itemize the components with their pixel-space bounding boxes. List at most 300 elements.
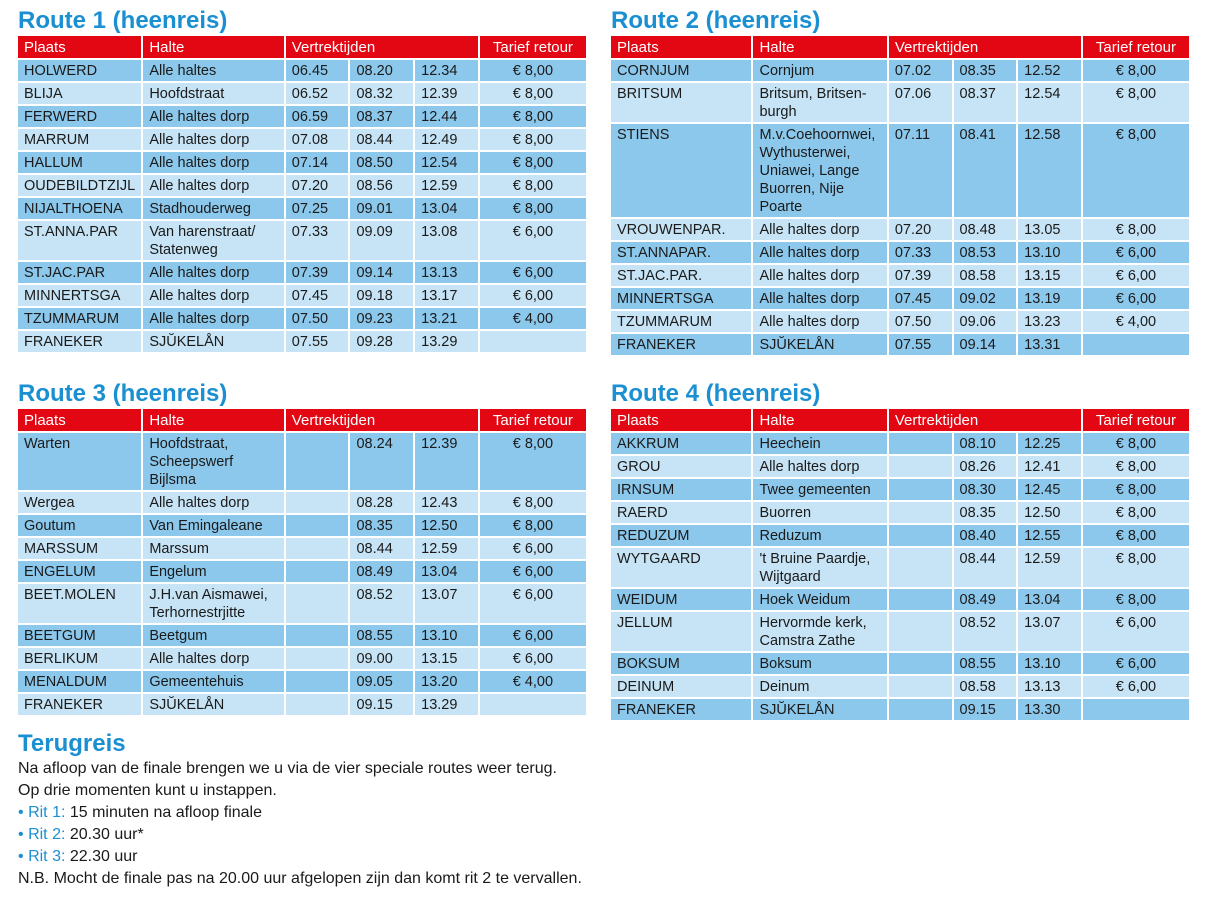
cell-halte: Boksum: [753, 651, 888, 674]
table-row: [18, 513, 586, 536]
cell-time-3: 13.19: [1018, 286, 1083, 309]
cell-halte: Alle haltes dorp: [753, 309, 888, 332]
cell-time-2: 08.41: [954, 122, 1019, 217]
cell-plaats: Warten: [18, 431, 143, 490]
cell-time-2: 08.30: [954, 477, 1019, 500]
cell-time-1: 07.11: [889, 122, 954, 217]
cell-tarief: € 6,00: [1083, 651, 1189, 674]
cell-halte: Hervormde kerk, Camstra Zathe: [753, 610, 888, 651]
cell-tarief: [480, 692, 586, 715]
cell-time-3: 13.04: [1018, 587, 1083, 610]
cell-time-2: 09.02: [954, 286, 1019, 309]
cell-halte: Alle haltes dorp: [143, 490, 285, 513]
cell-time-1: [889, 651, 954, 674]
cell-plaats: BRITSUM: [611, 81, 753, 122]
cell-plaats: OUDEBILDTZIJL: [18, 173, 143, 196]
table-row: [611, 332, 1189, 355]
cell-halte: Alle haltes dorp: [753, 217, 888, 240]
cell-time-3: 12.39: [415, 81, 480, 104]
header-vertrektijden: Vertrektijden: [889, 36, 1083, 58]
cell-plaats: MARRUM: [18, 127, 143, 150]
rit-3-item: [18, 846, 718, 868]
cell-time-3: 12.59: [1018, 546, 1083, 587]
cell-plaats: ST.JAC.PAR: [18, 260, 143, 283]
header-plaats: Plaats: [18, 409, 143, 431]
cell-halte: Van Emingaleane: [143, 513, 285, 536]
table-row: [18, 582, 586, 623]
cell-time-2: 09.18: [350, 283, 415, 306]
table-row: [18, 283, 586, 306]
cell-time-2: 08.58: [954, 674, 1019, 697]
cell-time-1: 07.08: [286, 127, 351, 150]
cell-tarief: € 4,00: [1083, 309, 1189, 332]
cell-tarief: € 8,00: [1083, 587, 1189, 610]
cell-time-1: [286, 692, 351, 715]
cell-halte: Hoofdstraat, Scheepswerf Bijlsma: [143, 431, 285, 490]
cell-halte: Reduzum: [753, 523, 888, 546]
cell-time-2: 08.44: [954, 546, 1019, 587]
cell-time-1: [889, 454, 954, 477]
cell-plaats: ST.ANNA.PAR: [18, 219, 143, 260]
cell-tarief: € 6,00: [1083, 610, 1189, 651]
cell-plaats: DEINUM: [611, 674, 753, 697]
cell-tarief: € 8,00: [480, 58, 586, 81]
cell-time-3: 13.10: [1018, 651, 1083, 674]
table-row: [611, 651, 1189, 674]
cell-time-3: 13.13: [1018, 674, 1083, 697]
cell-tarief: € 8,00: [480, 104, 586, 127]
cell-time-1: 07.39: [889, 263, 954, 286]
cell-time-1: [889, 431, 954, 454]
cell-time-2: 08.20: [350, 58, 415, 81]
cell-time-2: 09.15: [350, 692, 415, 715]
header-halte: Halte: [753, 36, 888, 58]
cell-time-1: 07.06: [889, 81, 954, 122]
cell-plaats: JELLUM: [611, 610, 753, 651]
cell-time-2: 08.40: [954, 523, 1019, 546]
cell-plaats: MARSSUM: [18, 536, 143, 559]
cell-time-3: 12.59: [415, 173, 480, 196]
cell-tarief: € 8,00: [480, 150, 586, 173]
cell-time-2: 08.48: [954, 217, 1019, 240]
cell-plaats: HALLUM: [18, 150, 143, 173]
cell-time-3: 12.43: [415, 490, 480, 513]
cell-time-3: 13.23: [1018, 309, 1083, 332]
header-plaats: Plaats: [18, 36, 143, 58]
route-3-section: [18, 379, 586, 715]
cell-time-1: [889, 610, 954, 651]
cell-tarief: € 8,00: [480, 196, 586, 219]
cell-time-1: 06.59: [286, 104, 351, 127]
cell-tarief: € 6,00: [480, 219, 586, 260]
cell-plaats: BEETGUM: [18, 623, 143, 646]
header-tarief-retour: Tarief retour: [480, 409, 586, 431]
cell-plaats: Goutum: [18, 513, 143, 536]
cell-plaats: AKKRUM: [611, 431, 753, 454]
cell-time-2: 08.52: [954, 610, 1019, 651]
table-row: [18, 127, 586, 150]
cell-tarief: [1083, 697, 1189, 720]
table-header-row: [611, 36, 1189, 58]
cell-halte: Marssum: [143, 536, 285, 559]
bullet-icon: •: [18, 804, 24, 821]
cell-plaats: Wergea: [18, 490, 143, 513]
cell-tarief: € 8,00: [1083, 81, 1189, 122]
cell-time-1: [889, 587, 954, 610]
cell-tarief: € 8,00: [1083, 122, 1189, 217]
cell-halte: Alle haltes dorp: [753, 263, 888, 286]
cell-time-1: [286, 490, 351, 513]
cell-time-3: 13.07: [415, 582, 480, 623]
table-row: [18, 669, 586, 692]
cell-plaats: FRANEKER: [18, 692, 143, 715]
table-row: [18, 559, 586, 582]
cell-time-2: 08.37: [350, 104, 415, 127]
cell-time-3: 13.29: [415, 692, 480, 715]
cell-tarief: € 8,00: [480, 431, 586, 490]
cell-time-3: 13.04: [415, 196, 480, 219]
cell-halte: Alle haltes: [143, 58, 285, 81]
table-row: [611, 58, 1189, 81]
cell-time-3: 13.17: [415, 283, 480, 306]
cell-halte: Alle haltes dorp: [143, 646, 285, 669]
cell-tarief: € 8,00: [1083, 477, 1189, 500]
cell-time-2: 08.58: [954, 263, 1019, 286]
cell-time-2: 08.44: [350, 127, 415, 150]
route-2-section: [611, 6, 1189, 355]
cell-halte: Beetgum: [143, 623, 285, 646]
terugreis-note: N.B. Mocht de finale pas na 20.00 uur afgelopen zijn dan komt rit 2 te vervallen.: [18, 870, 582, 887]
header-plaats: Plaats: [611, 36, 753, 58]
table-row: [18, 692, 586, 715]
cell-halte: Alle haltes dorp: [143, 104, 285, 127]
table-header-row: [18, 36, 586, 58]
cell-time-1: [286, 536, 351, 559]
cell-time-1: 07.20: [889, 217, 954, 240]
table-row: [18, 490, 586, 513]
cell-time-2: 08.44: [350, 536, 415, 559]
cell-halte: Hoek Weidum: [753, 587, 888, 610]
cell-time-2: 08.10: [954, 431, 1019, 454]
cell-time-3: 12.44: [415, 104, 480, 127]
cell-tarief: € 8,00: [480, 81, 586, 104]
cell-plaats: REDUZUM: [611, 523, 753, 546]
cell-time-3: 13.21: [415, 306, 480, 329]
cell-tarief: € 8,00: [1083, 217, 1189, 240]
table-row: [18, 150, 586, 173]
header-halte: Halte: [143, 409, 285, 431]
cell-time-3: 13.13: [415, 260, 480, 283]
cell-halte: Stadhouderweg: [143, 196, 285, 219]
cell-halte: Alle haltes dorp: [753, 454, 888, 477]
terugreis-section: [18, 730, 718, 890]
cell-plaats: WEIDUM: [611, 587, 753, 610]
cell-tarief: € 6,00: [1083, 240, 1189, 263]
cell-halte: SJŬKELÅN: [143, 329, 285, 352]
cell-plaats: BOKSUM: [611, 651, 753, 674]
cell-tarief: € 8,00: [480, 490, 586, 513]
cell-time-2: 08.32: [350, 81, 415, 104]
cell-halte: Deinum: [753, 674, 888, 697]
cell-time-2: 09.09: [350, 219, 415, 260]
table-row: [18, 623, 586, 646]
terugreis-line-2: Op drie momenten kunt u instappen.: [18, 782, 277, 799]
cell-halte: Britsum, Britsen-burgh: [753, 81, 888, 122]
rit-3-label: Rit 3:: [28, 848, 66, 865]
cell-time-2: 08.50: [350, 150, 415, 173]
cell-tarief: € 8,00: [1083, 454, 1189, 477]
cell-time-3: 12.50: [415, 513, 480, 536]
table-row: [611, 477, 1189, 500]
rit-2-label: Rit 2:: [28, 826, 66, 843]
table-row: [611, 697, 1189, 720]
cell-plaats: STIENS: [611, 122, 753, 217]
table-header-row: [18, 409, 586, 431]
cell-time-3: 13.15: [415, 646, 480, 669]
header-vertrektijden: Vertrektijden: [286, 36, 480, 58]
cell-time-1: [286, 669, 351, 692]
cell-time-2: 08.55: [350, 623, 415, 646]
cell-time-2: 09.23: [350, 306, 415, 329]
table-row: [18, 646, 586, 669]
bullet-icon: •: [18, 848, 24, 865]
cell-halte: Alle haltes dorp: [143, 260, 285, 283]
cell-plaats: FRANEKER: [611, 697, 753, 720]
cell-tarief: € 6,00: [480, 646, 586, 669]
rit-1-label: Rit 1:: [28, 804, 66, 821]
cell-plaats: HOLWERD: [18, 58, 143, 81]
rit-3-text: 22.30 uur: [69, 848, 138, 865]
table-row: [611, 546, 1189, 587]
cell-plaats: GROU: [611, 454, 753, 477]
cell-tarief: € 8,00: [1083, 523, 1189, 546]
cell-time-3: 13.31: [1018, 332, 1083, 355]
cell-time-2: 09.15: [954, 697, 1019, 720]
cell-tarief: € 6,00: [480, 260, 586, 283]
table-row: [18, 81, 586, 104]
table-row: [18, 196, 586, 219]
cell-tarief: € 6,00: [480, 536, 586, 559]
cell-time-1: [286, 431, 351, 490]
cell-time-2: 09.00: [350, 646, 415, 669]
cell-tarief: € 8,00: [480, 173, 586, 196]
cell-halte: SJŬKELÅN: [753, 332, 888, 355]
cell-time-1: 07.02: [889, 58, 954, 81]
cell-halte: SJŬKELÅN: [753, 697, 888, 720]
cell-time-2: 09.06: [954, 309, 1019, 332]
cell-time-2: 08.37: [954, 81, 1019, 122]
cell-time-1: 06.45: [286, 58, 351, 81]
cell-time-1: 07.50: [286, 306, 351, 329]
table-row: [611, 81, 1189, 122]
schedule-table: [18, 409, 586, 715]
cell-time-3: 13.07: [1018, 610, 1083, 651]
cell-tarief: [480, 329, 586, 352]
cell-time-1: [286, 513, 351, 536]
cell-plaats: MINNERTSGA: [18, 283, 143, 306]
cell-time-1: [286, 623, 351, 646]
cell-time-2: 08.28: [350, 490, 415, 513]
cell-tarief: € 6,00: [480, 283, 586, 306]
table-row: [611, 454, 1189, 477]
cell-plaats: MINNERTSGA: [611, 286, 753, 309]
cell-time-1: 07.45: [286, 283, 351, 306]
cell-tarief: [1083, 332, 1189, 355]
cell-time-1: [889, 477, 954, 500]
cell-halte: SJŬKELÅN: [143, 692, 285, 715]
cell-halte: Van harenstraat/ Statenweg: [143, 219, 285, 260]
cell-tarief: € 6,00: [1083, 263, 1189, 286]
cell-time-3: 12.49: [415, 127, 480, 150]
table-row: [611, 431, 1189, 454]
cell-time-3: 12.55: [1018, 523, 1083, 546]
cell-time-2: 09.28: [350, 329, 415, 352]
cell-time-1: [286, 582, 351, 623]
route-title: Route 2 (heenreis): [611, 7, 821, 34]
schedule-table: [611, 36, 1189, 355]
cell-halte: Heechein: [753, 431, 888, 454]
cell-halte: Alle haltes dorp: [143, 150, 285, 173]
cell-time-1: [889, 697, 954, 720]
cell-time-3: 13.08: [415, 219, 480, 260]
cell-halte: Alle haltes dorp: [753, 286, 888, 309]
cell-time-1: 07.20: [286, 173, 351, 196]
cell-tarief: € 6,00: [1083, 286, 1189, 309]
cell-time-2: 08.24: [350, 431, 415, 490]
cell-time-1: [889, 523, 954, 546]
header-tarief-retour: Tarief retour: [1083, 409, 1189, 431]
bullet-icon: •: [18, 826, 24, 843]
rit-1-item: [18, 802, 718, 824]
cell-time-2: 08.26: [954, 454, 1019, 477]
cell-time-2: 08.35: [350, 513, 415, 536]
table-header-row: [611, 409, 1189, 431]
cell-time-2: 08.52: [350, 582, 415, 623]
cell-time-3: 12.50: [1018, 500, 1083, 523]
table-row: [611, 240, 1189, 263]
route-title: Route 1 (heenreis): [18, 7, 228, 34]
cell-time-1: 07.25: [286, 196, 351, 219]
cell-time-3: 13.10: [415, 623, 480, 646]
cell-halte: Hoofdstraat: [143, 81, 285, 104]
cell-time-3: 12.34: [415, 58, 480, 81]
cell-halte: Alle haltes dorp: [143, 173, 285, 196]
cell-time-1: 07.33: [889, 240, 954, 263]
cell-time-3: 13.30: [1018, 697, 1083, 720]
cell-tarief: € 8,00: [1083, 500, 1189, 523]
table-row: [611, 286, 1189, 309]
cell-plaats: WYTGAARD: [611, 546, 753, 587]
cell-time-2: 08.56: [350, 173, 415, 196]
cell-time-3: 12.52: [1018, 58, 1083, 81]
header-vertrektijden: Vertrektijden: [889, 409, 1083, 431]
header-plaats: Plaats: [611, 409, 753, 431]
cell-tarief: € 6,00: [1083, 674, 1189, 697]
cell-plaats: IRNSUM: [611, 477, 753, 500]
table-row: [611, 122, 1189, 217]
cell-tarief: € 4,00: [480, 306, 586, 329]
table-row: [18, 536, 586, 559]
rit-2-text: 20.30 uur*: [69, 826, 144, 843]
schedule-table: [611, 409, 1189, 720]
header-tarief-retour: Tarief retour: [1083, 36, 1189, 58]
rit-1-text: 15 minuten na afloop finale: [69, 804, 262, 821]
cell-plaats: BEET.MOLEN: [18, 582, 143, 623]
cell-time-2: 08.53: [954, 240, 1019, 263]
cell-time-2: 09.05: [350, 669, 415, 692]
cell-plaats: FRANEKER: [18, 329, 143, 352]
cell-tarief: € 6,00: [480, 582, 586, 623]
table-row: [18, 173, 586, 196]
cell-time-3: 13.29: [415, 329, 480, 352]
cell-time-3: 13.04: [415, 559, 480, 582]
cell-time-3: 12.39: [415, 431, 480, 490]
cell-plaats: ST.ANNAPAR.: [611, 240, 753, 263]
cell-plaats: RAERD: [611, 500, 753, 523]
cell-plaats: FERWERD: [18, 104, 143, 127]
cell-time-2: 09.14: [954, 332, 1019, 355]
table-row: [611, 587, 1189, 610]
cell-time-3: 12.58: [1018, 122, 1083, 217]
terugreis-title: Terugreis: [18, 730, 126, 757]
cell-time-3: 13.10: [1018, 240, 1083, 263]
cell-time-1: 07.45: [889, 286, 954, 309]
cell-halte: Alle haltes dorp: [753, 240, 888, 263]
cell-time-3: 12.59: [415, 536, 480, 559]
cell-time-2: 08.35: [954, 58, 1019, 81]
table-row: [611, 610, 1189, 651]
cell-time-2: 08.49: [350, 559, 415, 582]
cell-tarief: € 8,00: [1083, 546, 1189, 587]
cell-time-3: 12.25: [1018, 431, 1083, 454]
cell-tarief: € 8,00: [1083, 58, 1189, 81]
rit-2-item: [18, 824, 718, 846]
cell-time-1: 07.55: [889, 332, 954, 355]
cell-tarief: € 6,00: [480, 559, 586, 582]
cell-plaats: CORNJUM: [611, 58, 753, 81]
table-row: [18, 329, 586, 352]
route-4-section: [611, 379, 1189, 720]
cell-tarief: € 8,00: [1083, 431, 1189, 454]
cell-plaats: NIJALTHOENA: [18, 196, 143, 219]
cell-time-1: 07.33: [286, 219, 351, 260]
table-row: [611, 523, 1189, 546]
cell-halte: Cornjum: [753, 58, 888, 81]
cell-tarief: € 8,00: [480, 127, 586, 150]
cell-time-2: 08.49: [954, 587, 1019, 610]
cell-plaats: VROUWENPAR.: [611, 217, 753, 240]
cell-time-1: [286, 559, 351, 582]
cell-plaats: FRANEKER: [611, 332, 753, 355]
cell-time-1: [889, 674, 954, 697]
header-vertrektijden: Vertrektijden: [286, 409, 480, 431]
cell-plaats: BERLIKUM: [18, 646, 143, 669]
table-row: [18, 260, 586, 283]
cell-plaats: TZUMMARUM: [18, 306, 143, 329]
cell-time-3: 13.20: [415, 669, 480, 692]
cell-time-1: 07.14: [286, 150, 351, 173]
cell-tarief: € 4,00: [480, 669, 586, 692]
cell-time-3: 12.54: [415, 150, 480, 173]
cell-time-3: 13.05: [1018, 217, 1083, 240]
header-tarief-retour: Tarief retour: [480, 36, 586, 58]
cell-time-1: [889, 500, 954, 523]
table-row: [18, 431, 586, 490]
cell-time-3: 12.41: [1018, 454, 1083, 477]
table-row: [611, 500, 1189, 523]
cell-time-1: 07.50: [889, 309, 954, 332]
cell-plaats: BLIJA: [18, 81, 143, 104]
